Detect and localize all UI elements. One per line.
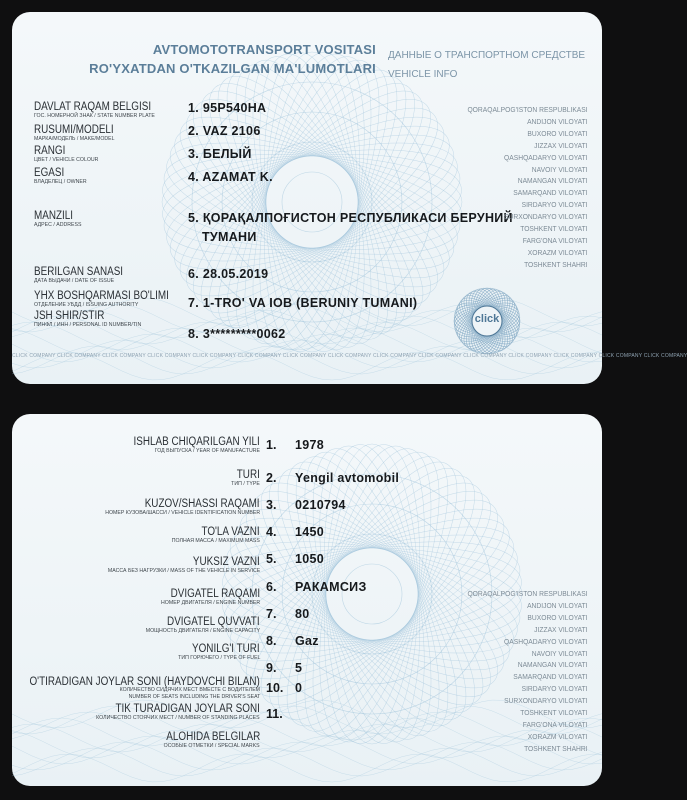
card-title-line2: RO'YXATDAN O'TKAZILGAN MA'LUMOTLARI — [89, 61, 376, 76]
field-sublabel: ПОЛНАЯ МАССА / MAXIMUM MASS — [171, 538, 260, 544]
field-label: JSH SHIR/STIR — [34, 310, 105, 322]
field-label: EGASI — [34, 167, 65, 179]
field-value-seats: 5 — [295, 661, 303, 675]
field-label: KUZOV/SHASSI RAQAMI — [145, 498, 260, 510]
field-sublabel: ТИП / TYPE — [231, 481, 260, 487]
seal-text: click — [474, 313, 500, 325]
field-value-address: 5. ҚОРАҚАЛПОҒИСТОН РЕСПУБЛИКАСИ БЕРУНИЙ — [188, 211, 513, 225]
field-label: ALOHIDA BELGILAR — [166, 731, 260, 743]
field-sublabel: NUMBER OF SEATS INCLUDING THE DRIVER'S SEAT — [128, 694, 260, 700]
field-label: YUKSIZ VAZNI — [193, 556, 260, 568]
region-item: QORAQALPOG'ISTON RESPUBLIKASI — [467, 589, 588, 598]
field-value-max-mass: 1450 — [295, 525, 325, 539]
field-value-standing: 0 — [295, 681, 303, 695]
field-number: 3. — [266, 498, 277, 512]
card-subtitle-ru: ДАННЫЕ О ТРАНСПОРТНОМ СРЕДСТВЕ — [388, 50, 586, 61]
region-item: FARG'ONA VILOYATI — [523, 235, 588, 245]
field-number: 11. — [266, 707, 283, 721]
field-sublabel: КОЛИЧЕСТВО СИДЯЧИХ МЕСТ ВМЕСТЕ С ВОДИТЕЛЕМ — [119, 687, 260, 693]
field-label: RANGI — [34, 145, 66, 157]
region-item: TOSHKENT VILOYATI — [520, 224, 588, 234]
region-item: ANDIJON VILOYATI — [527, 600, 588, 610]
region-item: QASHQADARYO VILOYATI — [504, 152, 588, 162]
field-value-service-mass: 1050 — [295, 552, 325, 566]
field-sublabel: МОЩНОСТЬ ДВИГАТЕЛЯ / ENGINE CAPACITY — [145, 628, 260, 634]
field-sublabel: ОТДЕЛЕНИЕ УБДД / ISSUING AUTHORITY — [34, 302, 139, 308]
region-item: SIRDARYO VILOYATI — [521, 684, 588, 694]
field-sublabel: ТИП ГОРЮЧЕГО / TYPE OF FUEL — [177, 655, 260, 661]
field-sublabel: ЦВЕТ / VEHICLE COLOUR — [34, 157, 99, 163]
field-sublabel: ГОД ВЫПУСКА / YEAR OF MANUFACTURE — [154, 448, 260, 454]
field-number: 10. — [266, 681, 284, 695]
field-value-vin: 0210794 — [295, 498, 346, 512]
field-value-id-number: 8. 3*********0062 — [188, 327, 286, 341]
field-label: DVIGATEL RAQAMI — [170, 588, 260, 600]
vehicle-card-back — [12, 414, 602, 786]
click-seal — [452, 286, 522, 356]
field-value-model: 2. VAZ 2106 — [188, 124, 261, 138]
region-item: SURXONDARYO VILOYATI — [504, 212, 588, 222]
field-sublabel: МАРКА/МОДЕЛЬ / MAKE/MODEL — [34, 136, 115, 142]
field-label: ISHLAB CHIQARILGAN YILI — [133, 436, 260, 448]
field-value-engine-number: РАКАМСИЗ — [295, 580, 367, 594]
region-item: SAMARQAND VILOYATI — [513, 672, 588, 682]
region-item: SURXONDARYO VILOYATI — [504, 696, 588, 706]
regions-list — [468, 104, 588, 271]
field-label: YONILG'I TURI — [192, 643, 260, 655]
field-value-owner: 4. AZAMAT K. — [188, 170, 273, 184]
region-item: TOSHKENT SHAHRI — [524, 743, 588, 753]
field-number: 9. — [266, 661, 277, 675]
field-sublabel: НОМЕР КУЗОВА/ШАССИ / VEHICLE IDENTIFICATION NUMBER — [105, 510, 260, 516]
field-sublabel: ДАТА ВЫДАЧИ / DATE OF ISSUE — [34, 278, 115, 284]
field-value-fuel: Gaz — [295, 634, 319, 648]
region-item: BUXORO VILOYATI — [527, 128, 588, 138]
field-label: DVIGATEL QUVVATI — [167, 616, 260, 628]
region-item: NAMANGAN VILOYATI — [518, 176, 588, 186]
field-label: MANZILI — [34, 210, 74, 222]
region-item: NAVOIY VILOYATI — [532, 164, 588, 174]
region-item: BUXORO VILOYATI — [527, 612, 588, 622]
field-value-colour: 3. БЕЛЫЙ — [188, 147, 252, 161]
field-label: O'TIRADIGAN JOYLAR SONI (HAYDOVCHI BILAN) — [29, 676, 260, 688]
field-number: 4. — [266, 525, 277, 539]
field-label: TIK TURADIGAN JOYLAR SONI — [115, 703, 260, 715]
field-number: 5. — [266, 552, 277, 566]
field-number: 7. — [266, 607, 277, 621]
field-number: 2. — [266, 471, 277, 485]
field-number: 6. — [266, 580, 277, 594]
card-title-line1: AVTOMOTOTRANSPORT VOSITASI — [152, 42, 376, 57]
region-item: QASHQADARYO VILOYATI — [504, 636, 588, 646]
field-label: TURI — [236, 469, 260, 481]
field-sublabel: КОЛИЧЕСТВО СТОЯЧИХ МЕСТ / NUMBER OF STANDING PLACES — [96, 715, 260, 721]
region-item: SAMARQAND VILOYATI — [513, 188, 588, 198]
field-value-type: Yengil avtomobil — [295, 471, 400, 485]
field-label: RUSUMI/MODELI — [34, 124, 114, 136]
field-label: DAVLAT RAQAM BELGISI — [34, 101, 152, 113]
region-item: JIZZAX VILOYATI — [534, 624, 588, 634]
region-item: JIZZAX VILOYATI — [534, 140, 588, 150]
region-item: XORAZM VILOYATI — [528, 247, 588, 257]
regions-list — [468, 588, 588, 755]
region-item: TOSHKENT SHAHRI — [524, 259, 588, 269]
field-value-year: 1978 — [295, 438, 325, 452]
region-item: TOSHKENT VILOYATI — [520, 708, 588, 718]
region-item: SIRDARYO VILOYATI — [521, 200, 588, 210]
field-sublabel: НОМЕР ДВИГАТЕЛЯ / ENGINE NUMBER — [160, 600, 260, 606]
field-value-issue-date: 6. 28.05.2019 — [188, 267, 269, 281]
field-sublabel: ОСОБЫЕ ОТМЕТКИ / SPECIAL MARKS — [164, 743, 260, 749]
region-item: QORAQALPOG'ISTON RESPUBLIKASI — [467, 105, 588, 114]
field-sublabel: МАССА БЕЗ НАГРУЗКИ / MASS OF THE VEHICLE IN SERVICE — [107, 568, 260, 574]
region-item: NAMANGAN VILOYATI — [518, 660, 588, 670]
region-item: ANDIJON VILOYATI — [527, 116, 588, 126]
field-label: YHX BOSHQARMASI BO'LIMI — [34, 290, 169, 302]
field-sublabel: ГОС. НОМЕРНОЙ ЗНАК / STATE NUMBER PLATE — [34, 113, 155, 119]
field-number: 8. — [266, 634, 277, 648]
field-value-address-line2: ТУМАНИ — [202, 230, 257, 244]
region-item: XORAZM VILOYATI — [528, 731, 588, 741]
card-subtitle-en: VEHICLE INFO — [388, 69, 458, 80]
microtext-line: CLICK COMPANY CLICK COMPANY CLICK COMPANY CLICK COMPANY CLICK COMPANY CLICK COMPANY CLICK COMPANY CLICK COMPANY CLICK COMPANY CLICK COMPANY CLICK COMPANY CLICK COMPANY CLICK COMPANY CLICK COMPANY CLICK COMPANY — [12, 353, 687, 359]
field-value-engine-capacity: 80 — [295, 607, 310, 621]
field-number: 1. — [266, 438, 277, 452]
vehicle-card-front — [12, 12, 687, 384]
field-value-authority: 7. 1-TRO' VA IOB (BERUNIY TUMANI) — [188, 296, 418, 310]
field-sublabel: ПИНФЛ / ИНН / PERSONAL ID NUMBER/TIN — [34, 322, 142, 328]
field-sublabel: ВЛАДЕЛЕЦ / OWNER — [34, 179, 87, 185]
region-item: NAVOIY VILOYATI — [532, 648, 588, 658]
field-value-plate: 1. 95P540HA — [188, 101, 267, 115]
region-item: FARG'ONA VILOYATI — [523, 719, 588, 729]
field-label: TO'LA VAZNI — [201, 526, 260, 538]
field-label: BERILGAN SANASI — [34, 266, 124, 278]
field-sublabel: АДРЕС / ADDRESS — [34, 222, 82, 228]
